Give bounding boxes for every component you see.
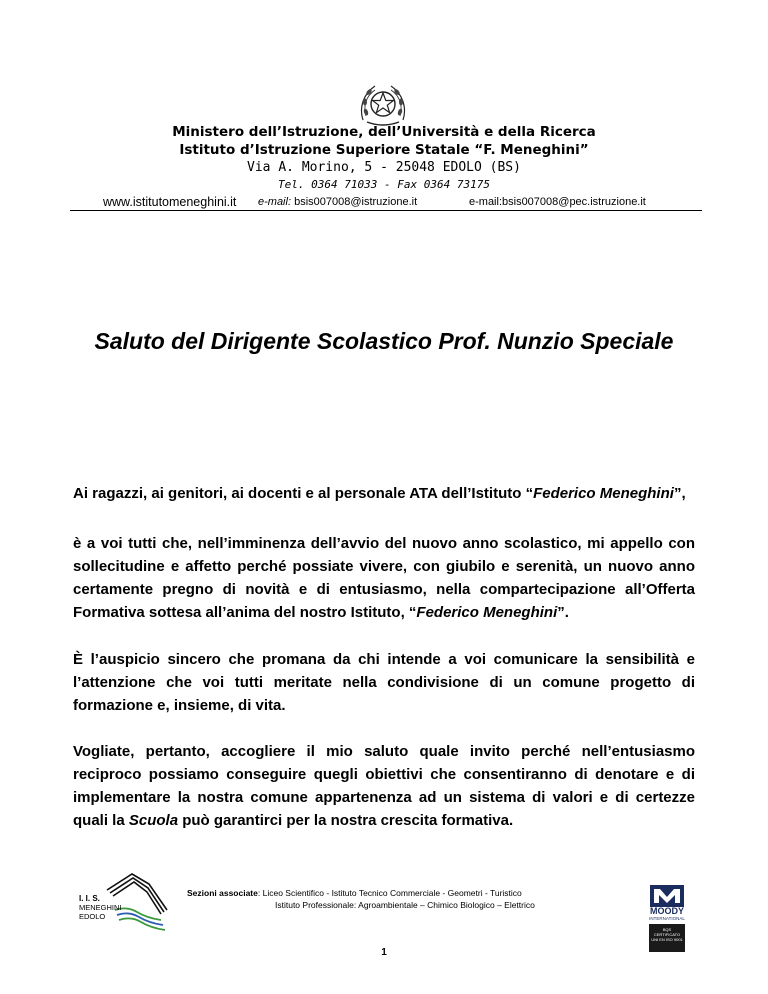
school-logo xyxy=(77,860,177,932)
letter-paragraph-2: È l’auspicio sincero che promana da chi intende a voi comunicare la sensibilità e l’attenzione che voi tutti meritate nella condivisione di un comune progetto di formazione e, insieme, di vita. xyxy=(73,651,695,714)
sections-line-2: Istituto Professionale: Agroambientale – Chimico Biologico – Elettrico xyxy=(275,900,535,910)
page-number: 1 xyxy=(381,947,387,958)
school-logo-text: I. I. S. MENEGHINI EDOLO xyxy=(79,894,122,921)
page-title: Saluto del Dirigente Scolastico Prof. Nunzio Speciale xyxy=(94,328,674,354)
contact-row xyxy=(0,195,768,211)
certification-logo xyxy=(646,883,688,955)
cert-name: MOODY xyxy=(649,906,684,916)
italian-republic-emblem-icon xyxy=(357,80,409,128)
cert-badge: BQS CERTIFICATO UNI EN ISO 9001 xyxy=(649,924,685,952)
sections-line-1: : Liceo Scientifico - Istituto Tecnico Commerciale - Geometri - Turistico xyxy=(257,888,522,898)
cert-international: INTERNATIONAL xyxy=(649,916,685,921)
phone-fax: Tel. 0364 71033 - Fax 0364 73175 xyxy=(278,178,490,191)
header-divider xyxy=(70,210,702,211)
associated-sections xyxy=(187,887,567,911)
website-link[interactable]: www.istitutomeneghini.it xyxy=(103,195,237,209)
email-address: bsis007008@istruzione.it xyxy=(291,196,418,208)
letter-greeting: Ai ragazzi, ai genitori, ai docenti e al personale ATA dell’Istituto “Federico Meneghini”, xyxy=(73,485,686,502)
ministry-name: Ministero dell’Istruzione, dell’Università e della Ricerca xyxy=(172,124,596,140)
letter-paragraph-3: Vogliate, pertanto, accogliere il mio saluto quale invito perché nell’entusiasmo reciproco possiamo conseguire quegli obiettivi che consentiranno di denotare e di implementare la nostra comune appartenenza ad un sistema di valori e di certezze quali la Scuola può garantirci per la nostra crescita formativa. xyxy=(73,743,695,829)
moody-certification-icon xyxy=(650,885,684,907)
sections-label: Sezioni associate xyxy=(187,888,258,898)
school-name: Istituto d’Istruzione Superiore Statale “F. Meneghini” xyxy=(179,142,589,158)
email-link[interactable] xyxy=(258,196,417,208)
email-label: e-mail: xyxy=(258,196,292,208)
pec-email-link[interactable]: e-mail:bsis007008@pec.istruzione.it xyxy=(469,196,646,208)
school-address: Via A. Morino, 5 - 25048 EDOLO (BS) xyxy=(247,160,521,175)
letter-paragraph-1: è a voi tutti che, nell’imminenza dell’avvio del nuovo anno scolastico, mi appello con sollecitudine e affetto perché possiate vivere, con giubilo e serenità, un nuovo anno certamente pregno di novità e di entusiasmo, nella compartecipazione all’Offerta Formativa sottesa all’anima del nostro Istituto, “Federico Meneghini”. xyxy=(73,535,695,621)
